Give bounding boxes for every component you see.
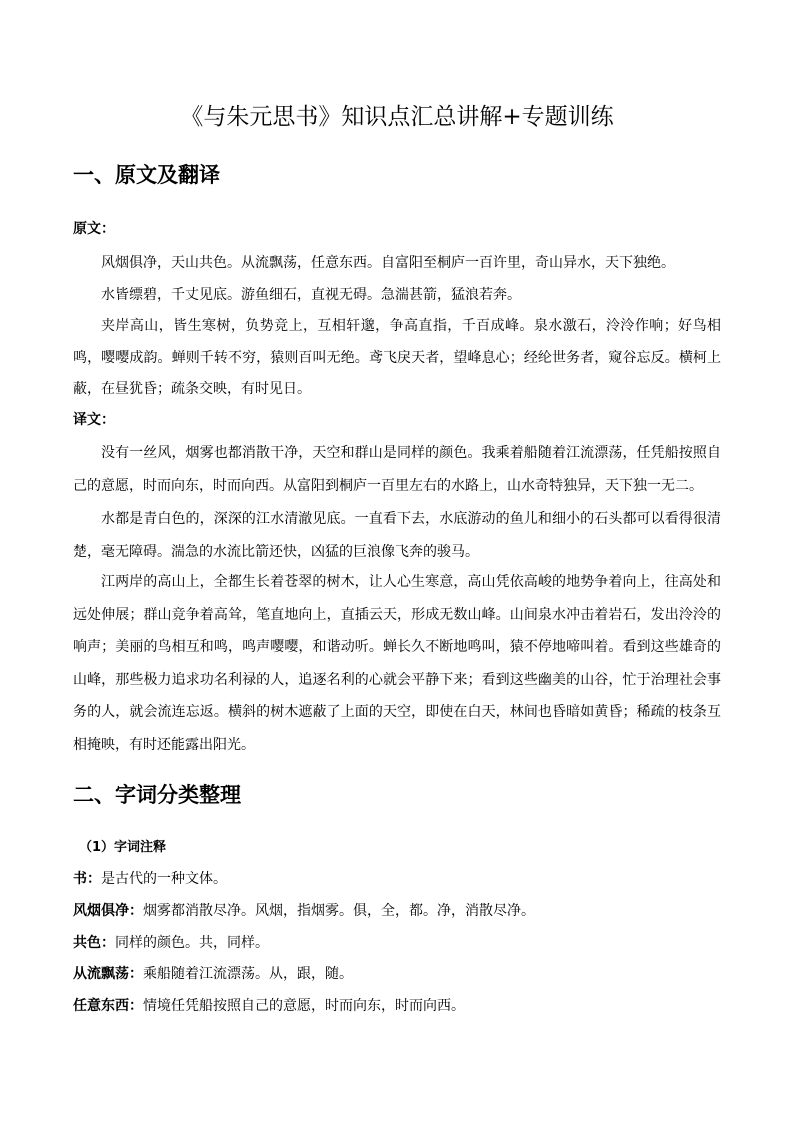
word-note-item (73, 933, 721, 953)
word-note-term: 书： (73, 871, 101, 887)
word-note-term: 任意东西： (73, 998, 143, 1014)
word-note-item (73, 901, 721, 921)
word-note-text: 同样的颜色。共，同样。 (115, 935, 269, 951)
word-note-item (73, 869, 721, 889)
translation-paragraph: 江两岸的高山上，全都生长着苍翠的树木，让人心生寒意，高山凭依高峻的地势争着向上，往高处和远处伸展；群山竞争着高耸，笔直地向上，直插云天，形成无数山峰。山间泉水冲击着岩石，发出泠泠的响声；美丽的鸟相互和鸣，鸣声嘤嘤，和谐动听。蝉长久不断地鸣叫，猿不停地啼叫着。看到这些雄奇的山峰，那些极力追求功名利禄的人，追逐名利的心就会平静下来；看到这些幽美的山谷，忙于治理社会事务的人，就会流连忘返。横斜的树木遮蔽了上面的天空，即使在白天，林间也昏暗如黄昏；稀疏的枝条互相掩映，有时还能露出阳光。 (73, 574, 721, 753)
section-heading-original-and-translation: 一、原文及翻译 (73, 162, 220, 187)
word-note-text: 乘船随着江流漂荡。从，跟，随。 (143, 966, 353, 982)
word-note-item (73, 964, 721, 984)
translation-paragraph: 水都是青白色的，深深的江水清澈见底。一直看下去，水底游动的鱼儿和细小的石头都可以看得很清楚，毫无障碍。湍急的水流比箭还快，凶猛的巨浪像飞奔的骏马。 (73, 511, 721, 560)
original-paragraph: 风烟俱净，天山共色。从流飘荡，任意东西。自富阳至桐庐一百许里，奇山异水，天下独绝。 (101, 255, 675, 271)
translation-paragraph: 没有一丝风，烟雾也都消散干净，天空和群山是同样的颜色。我乘着船随着江流漂荡，任凭船按照自己的意愿，时而向东，时而向西。从富阳到桐庐一百里左右的水路上，山水奇特独异，天下独一无二。 (73, 445, 721, 494)
word-note-term: 从流飘荡： (73, 966, 143, 982)
original-paragraph: 夹岸高山，皆生寒树，负势竞上，互相轩邈，争高直指，千百成峰。泉水激石，泠泠作响；好鸟相鸣，嘤嘤成韵。蝉则千转不穷，猿则百叫无绝。鸢飞戾天者，望峰息心；经纶世务者，窥谷忘反。横柯上蔽，在昼犹昏；疏条交映，有时见日。 (73, 318, 721, 397)
word-notes-subheading: （1）字词注释 (79, 840, 167, 855)
word-note-term: 共色： (73, 935, 115, 951)
word-note-text: 烟雾都消散尽净。风烟，指烟雾。俱，全，都。净，消散尽净。 (143, 903, 535, 919)
word-note-term: 风烟俱净： (73, 903, 143, 919)
word-note-text: 情境任凭船按照自己的意愿，时而向东，时而向西。 (143, 998, 465, 1014)
word-note-item (73, 996, 721, 1016)
original-text-label: 原文： (73, 221, 115, 237)
original-paragraph: 水皆缥碧，千丈见底。游鱼细石，直视无碍。急湍甚箭，猛浪若奔。 (101, 287, 521, 303)
translation-label: 译文： (73, 412, 115, 428)
word-note-text: 是古代的一种文体。 (101, 871, 227, 887)
section-heading-word-classification: 二、字词分类整理 (73, 782, 241, 807)
document-title: 《与朱元思书》知识点汇总讲解+专题训练 (180, 104, 614, 130)
